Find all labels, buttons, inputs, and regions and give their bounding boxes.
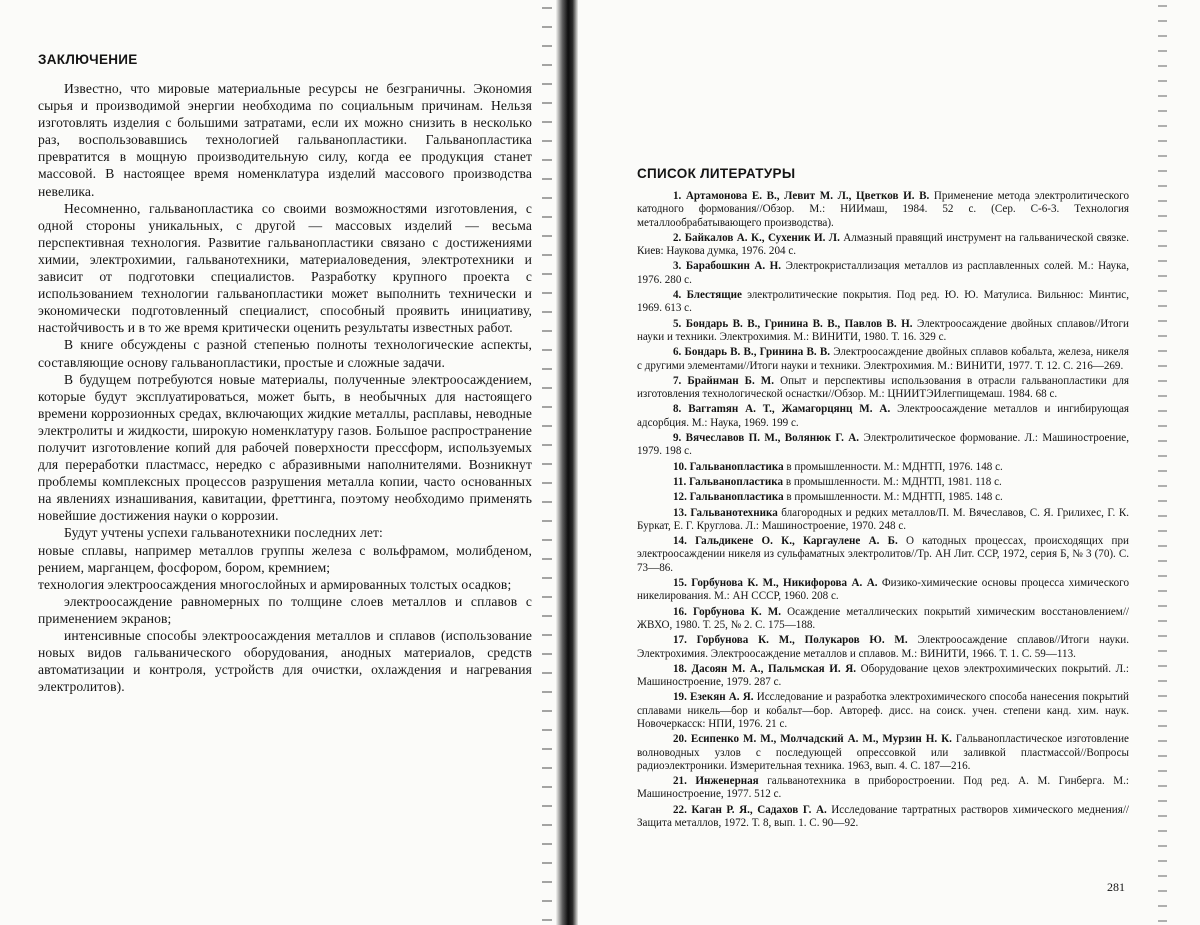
reference-authors: 6. Бондарь В. В., Гринина В. В. xyxy=(673,346,831,359)
reference-authors: 20. Есипенко М. М., Молчадский А. М., Мурзин Н. К. xyxy=(673,733,952,746)
reference-authors: 9. Вячеславов П. М., Волянюк Г. А. xyxy=(673,432,860,445)
reference-authors: 1. Артамонова Е. В., Левит М. Л., Цветков И. В. xyxy=(673,190,930,202)
reference-text: Электрокристаллизация металлов из расплавленных солей. М.: Наука, 1976. 280 с. xyxy=(637,260,1129,286)
reference-item xyxy=(637,346,1129,373)
reference-text: Исследование тартратных растворов химического меднения//Защита металлов, 1972. Т. 8, вып. 1. С. 90—92. xyxy=(637,803,1129,830)
reference-text: благородных и редких металлов/П. М. Вячеславов, С. Я. Грилихес, Г. К. Буркат, Е. Г. Круглова. Л.: Машиностроение, 1970. 248 с. xyxy=(637,506,1129,532)
reference-text: в промышленности. М.: МДНТП, 1981. 118 с. xyxy=(785,475,1002,488)
list-item: новые сплавы, например металлов группы железа с вольфрамом, молибденом, рением, марганцем, фосфором, бором, кремнием; xyxy=(38,542,532,575)
reference-item xyxy=(637,733,1129,773)
reference-text: Оборудование цехов электрохимических покрытий. Л.: Машиностроение, 1979. 287 с. xyxy=(637,662,1129,689)
reference-item xyxy=(637,691,1129,731)
list-item: электроосаждение равномерных по толщине слоев металлов и сплавов с применением экранов; xyxy=(38,593,532,626)
reference-item xyxy=(637,634,1129,661)
reference-text: Электроосаждение двойных сплавов//Итоги науки и техники. Электрохимия. М.: ВИНИТИ, 1980. Т. 16. 329 с. xyxy=(637,317,1129,343)
reference-item xyxy=(637,663,1129,690)
reference-item xyxy=(637,491,1129,504)
reference-text: Электроосаждение сплавов//Итоги науки. Электрохимия. Электроосаждение металлов и сплавов. М.: ВИНИТИ, 1966. Т. 1. С. 59—113. xyxy=(637,634,1129,660)
reference-item xyxy=(637,432,1129,459)
conclusion-body xyxy=(38,80,532,695)
list-item: интенсивные способы электроосаждения металлов и сплавов (использование новых видов гальванического оборудования, анодных материалов, средств автоматизации и контроля, устройств для очистки, охлаждения и нагревания электролитов). xyxy=(38,628,532,695)
reference-text: в промышленности. М.: МДНТП, 1976. 148 с. xyxy=(786,460,1003,473)
reference-authors: 17. Горбунова К. М., Полукаров Ю. М. xyxy=(673,634,908,647)
reference-text: Гальванопластическое изготовление волноводных узлов с последующей опрессовкой или заливкой пластмассой//Вопросы радиоэлектроники. Измерительная техника. 1963, вып. 4. С. 187—216. xyxy=(637,733,1129,772)
reference-item xyxy=(637,190,1129,230)
reference-item xyxy=(637,289,1129,316)
reference-authors: 22. Каган Р. Я., Садахов Г. А. xyxy=(673,803,827,816)
reference-text: Алмазный правящий инструмент на гальванической связке. Киев: Наукова думка, 1976. 204 с. xyxy=(637,231,1129,258)
reference-item xyxy=(637,375,1129,402)
reference-authors: 4. Блестящие xyxy=(673,289,742,302)
paragraph: Несомненно, гальванопластика со своими возможностями изготовления, с одной стороны уникальных, с другой — массовых изделий — весьма перспективная технология. Развитие гальванопластики связано с достижениями химии, электрохимии, гальванотехники, материаловедения, электротехники и зависит от подготовки специалистов. Разработку крупного проекта с использованием технологии гальванопластики может выполнить технически и экономически подготовленный специалист, способный проявить инициативу, настойчивость и в то же время критически оценить результаты известных работ. xyxy=(38,200,532,336)
reference-text: электролитические покрытия. Под ред. Ю. Ю. Матулиса. Вильнюс: Минтис, 1969. 613 с. xyxy=(637,289,1129,315)
reference-authors: 7. Брайнман Б. М. xyxy=(673,374,775,387)
reference-authors: 18. Дасоян М. А., Пальмская И. Я. xyxy=(673,662,856,675)
references-heading: СПИСОК ЛИТЕРАТУРЫ xyxy=(637,166,796,181)
page-number: 281 xyxy=(1107,880,1125,894)
reference-text: Электроосаждение двойных сплавов кобальта, железа, никеля с другими элементами//Итоги науки и техники. Электрохимия. М.: ВИНИТИ, 1977. Т. 12. С. 216—269. xyxy=(637,346,1129,372)
reference-authors: 2. Байкалов А. К., Сухеник И. Л. xyxy=(673,231,840,244)
reference-text: О катодных процессах, происходящих при электроосаждении никеля из сульфаматных электролитов//Тр. АН Лит. ССР, 1972, серия Б, № 3 (70). С. 73—86. xyxy=(637,535,1129,574)
reference-text: Применение метода электролитического катодного формования//Обзор. М.: НИИмаш, 1984. 52 с. (Сер. С-6-3. Технология металлообрабатывающего производства). xyxy=(637,190,1129,229)
left-page xyxy=(0,0,556,925)
reference-text: Физико-химические основы процесса химического никелирования. М.: АН СССР, 1960. 208 с. xyxy=(637,577,1129,603)
paragraph: В книге обсуждены с разной степенью полноты технологические аспекты, составляющие основу гальванопластики, простые и сложные задачи. xyxy=(38,337,532,370)
reference-text: Электроосаждение металлов и ингибирующая адсорбция. М.: Наука, 1969. 199 с. xyxy=(637,403,1129,429)
book-gutter xyxy=(556,0,578,925)
conclusion-heading: ЗАКЛЮЧЕНИЕ xyxy=(38,52,138,67)
reference-authors: 21. Инженерная xyxy=(673,775,759,788)
reference-item xyxy=(637,577,1129,604)
reference-text: Исследование и разработка электрохимического способа нанесения покрытий сплавами никель—бор и кобальт—бор. Автореф. дисс. на соиск. учен. степени канд. хим. наук. Новочеркасск: НПИ, 1976. 21 с. xyxy=(637,691,1129,730)
reference-item xyxy=(637,318,1129,345)
page-edge-shadow xyxy=(542,0,552,925)
paragraph: Будут учтены успехи гальванотехники последних лет: xyxy=(64,525,383,541)
paragraph: В будущем потребуются новые материалы, полученные электроосаждением, которые будут эксплуатироваться, может быть, в необычных для настоящего времени коррозионных средах, включающих жидкие металлы, расплавы, неводные электролиты и жидкости, широкую номенклатуру газов. Большое распространение получит изготовление копий для рабочей поверхности прессформ, используемых для переработки пластмасс, нередко с абразивными наполнителями. Возникнут проблемы комплексных процессов разрушения металла копии, часто основанных на явлениях изнашивания, кавитации, фреттинга, поэтому необходимо применять новейшие достижения науки о коррозии. xyxy=(38,371,532,524)
reference-item xyxy=(637,775,1129,802)
reference-text: Электролитическое формование. Л.: Машиностроение, 1979. 198 с. xyxy=(637,432,1129,458)
reference-item xyxy=(637,606,1129,633)
reference-authors: 10. Гальванопластика xyxy=(673,460,784,473)
reference-text: Осаждение металлических покрытий химическим восстановлением//ЖВХО, 1980. Т. 25, № 2. С. 175—188. xyxy=(637,605,1129,631)
reference-authors: 3. Барабошкин А. Н. xyxy=(673,260,782,273)
references-list xyxy=(637,190,1129,832)
reference-text: в промышленности. М.: МДНТП, 1985. 148 с. xyxy=(786,491,1003,504)
reference-authors: 5. Бондарь В. В., Гринина В. В., Павлов В. Н. xyxy=(673,317,913,330)
reference-authors: 19. Езекян А. Я. xyxy=(673,691,754,704)
reference-item xyxy=(637,260,1129,287)
reference-item xyxy=(637,403,1129,430)
reference-text: гальванотехника в приборостроении. Под ред. А. М. Гинберга. М.: Машиностроение, 1977. 512 с. xyxy=(637,775,1129,801)
reference-item xyxy=(637,804,1129,831)
reference-authors: 11. Гальванопластика xyxy=(673,475,784,488)
list-item: технология электроосаждения многослойных и армированных толстых осадков; xyxy=(38,576,512,592)
reference-authors: 13. Гальванотехника xyxy=(673,506,778,519)
reference-text: Опыт и перспективы использования в отрасли гальванопластики для изготовления технологической оснастки//Обзор. М.: ЦНИИТЭИлегпищемаш. 1984. 68 с. xyxy=(637,374,1129,401)
reference-item xyxy=(637,507,1129,534)
reference-authors: 12. Гальванопластика xyxy=(673,491,784,504)
reference-authors: 14. Гальдикене О. К., Каргаулене А. Б. xyxy=(673,535,898,548)
reference-authors: 8. Вагramян А. Т., Жамагорцянц М. А. xyxy=(673,403,891,416)
reference-item xyxy=(637,461,1129,474)
reference-item xyxy=(637,476,1129,489)
reference-item xyxy=(637,232,1129,259)
page-edge-shadow xyxy=(1158,0,1167,925)
reference-authors: 16. Горбунова К. М. xyxy=(673,605,781,618)
reference-authors: 15. Горбунова К. М., Никифорова А. А. xyxy=(673,577,878,590)
paragraph: Известно, что мировые материальные ресурсы не безграничны. Экономия сырья и производимой энергии необходима по социальным причинам. Нельзя изготовлять изделия с большими затратами, если их можно снизить в несколько раз, воспользовавшись технологией гальванопластики. Гальванопластика превратится в мощную производительную силу, когда ее продукция станет массовой. В настоящее время номенклатура изделий массового производства невелика. xyxy=(38,81,532,199)
reference-item xyxy=(637,535,1129,575)
